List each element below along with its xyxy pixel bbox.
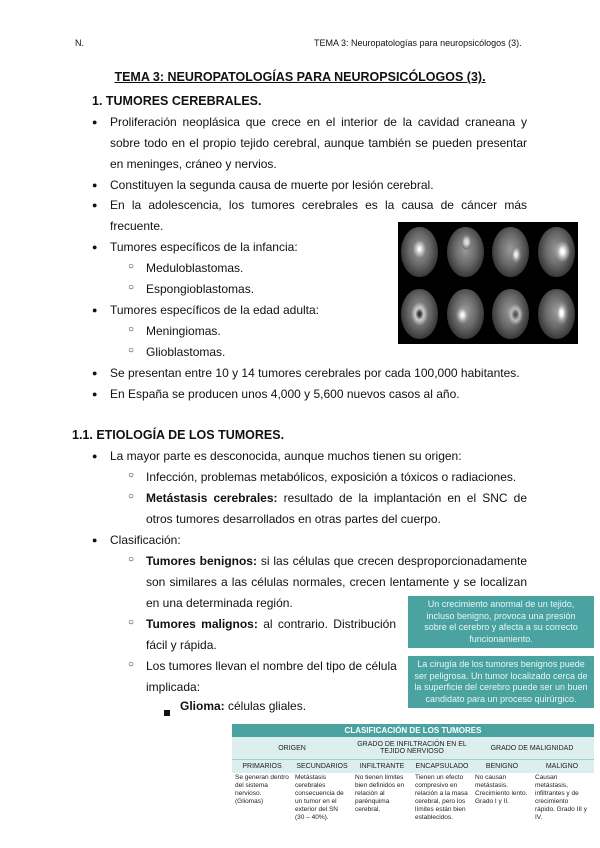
- mri-scan: [535, 222, 579, 282]
- bullet-icon: ●: [92, 535, 98, 545]
- table-group-header: ORIGEN: [278, 744, 306, 752]
- mri-scan: [489, 222, 533, 282]
- text-line: Tumores específicos de la infancia:: [110, 240, 298, 254]
- text-line: frecuente.: [110, 219, 164, 233]
- section-heading-1: 1. TUMORES CEREBRALES.: [92, 94, 262, 108]
- table-cell: Metástasis cerebrales consecuencia de un tumor en el exterior del SN (30 – 40%).: [295, 774, 344, 821]
- classification-table: [232, 724, 594, 823]
- text-span: células gliales.: [224, 699, 307, 713]
- circle-bullet-icon: ○: [128, 261, 135, 272]
- table-cell: No causan metástasis. Crecimiento lento. Grado I y II.: [475, 774, 528, 805]
- circle-bullet-icon: ○: [128, 470, 135, 481]
- mri-scan: [489, 284, 533, 344]
- circle-bullet-icon: ○: [128, 617, 135, 628]
- table-header-row: [232, 760, 594, 773]
- text-line: Tumores específicos de la edad adulta:: [110, 303, 320, 317]
- text-span: si las células que crecen desproporcionadamente: [256, 554, 527, 568]
- mri-scan: [444, 222, 488, 282]
- text-line: fácil y rápida.: [146, 638, 217, 652]
- table-col-header: PRIMARIOS: [242, 763, 282, 770]
- table-group-row: [232, 737, 594, 760]
- text-line: [180, 699, 306, 713]
- header-left: N.: [75, 38, 84, 48]
- circle-bullet-icon: ○: [128, 282, 135, 293]
- bullet-icon: ●: [92, 368, 98, 378]
- bullet-icon: ●: [92, 389, 98, 399]
- page-title: TEMA 3: NEUROPATOLOGÍAS PARA NEUROPSICÓLOGOS (3).: [114, 70, 486, 84]
- text-line: Espongioblastomas.: [146, 282, 255, 296]
- text-line: Se presentan entre 10 y 14 tumores cerebrales por cada 100,000 habitantes.: [110, 366, 520, 380]
- circle-bullet-icon: ○: [128, 324, 135, 335]
- bullet-icon: ●: [92, 200, 98, 210]
- text-line: otros tumores desarrollados en otras partes del cuerpo.: [146, 512, 441, 526]
- bullet-icon: ●: [92, 117, 98, 127]
- text-line: son similares a las células normales, crecen lentamente y se localizan: [146, 575, 527, 589]
- text-line: implicada:: [146, 680, 201, 694]
- mri-scan: [398, 284, 442, 344]
- bullet-icon: ●: [92, 180, 98, 190]
- circle-bullet-icon: ○: [128, 554, 135, 565]
- mri-scan: [398, 222, 442, 282]
- text-line: En la adolescencia, los tumores cerebrales es la causa de cáncer más: [110, 198, 527, 212]
- bullet-icon: ●: [92, 242, 98, 252]
- bold-term: Tumores malignos:: [146, 617, 258, 631]
- table-col-header: ENCAPSULADO: [415, 763, 469, 770]
- text-line: Glioblastomas.: [146, 345, 226, 359]
- bold-term: Glioma:: [180, 699, 225, 713]
- circle-bullet-icon: ○: [128, 659, 135, 670]
- mri-scans-image: [398, 222, 578, 344]
- text-line: [146, 617, 396, 631]
- text-line: sobre todo en el propio tejido cerebral, aunque también se pueden presentar: [110, 136, 527, 150]
- mri-scan: [535, 284, 579, 344]
- note-box: Un crecimiento anormal de un tejido, incluso benigno, provoca una presión sobre el cerebro y afecta a su correcto funcionamiento.: [408, 596, 594, 648]
- text-line: Infección, problemas metabólicos, exposición a tóxicos o radiaciones.: [146, 470, 517, 484]
- text-line: Meduloblastomas.: [146, 261, 244, 275]
- table-cell: Causan metástasis, infiltrantes y de crecimiento rápido. Grado III y IV.: [535, 774, 588, 821]
- text-line: [146, 491, 527, 505]
- bold-term: Metástasis cerebrales:: [146, 491, 278, 505]
- table-cell: No tienen límites bien definidos en relación al parénquima cerebral.: [355, 774, 405, 813]
- note-box: La cirugía de los tumores benignos puede ser peligrosa. Un tumor localizado cerca de la superficie del cerebro puede ser un buen candidato para un proceso quirúrgico.: [408, 656, 594, 708]
- table-col-header: BENIGNO: [485, 763, 519, 770]
- text-line: Constituyen la segunda causa de muerte por lesión cerebral.: [110, 178, 434, 192]
- text-line: En España se producen unos 4,000 y 5,600 nuevos casos al año.: [110, 387, 460, 401]
- text-line: [146, 554, 527, 568]
- text-line: Los tumores llevan el nombre del tipo de célula: [146, 659, 397, 673]
- table-row: [232, 773, 594, 823]
- text-line: Meningiomas.: [146, 324, 221, 338]
- table-group-header: GRADO DE MALIGNIDAD: [490, 744, 574, 752]
- text-span: resultado de la implantación en el SNC de: [277, 491, 527, 505]
- text-line: Clasificación:: [110, 533, 181, 547]
- text-line: Proliferación neoplásica que crece en el interior de la cavidad craneana y: [110, 115, 527, 129]
- circle-bullet-icon: ○: [128, 345, 135, 356]
- section-heading-2: 1.1. ETIOLOGÍA DE LOS TUMORES.: [72, 428, 285, 442]
- table-cell: Se generan dentro del sistema nervioso. (Gliomas): [235, 774, 289, 805]
- table-caption: CLASIFICACIÓN DE LOS TUMORES: [232, 724, 594, 737]
- text-line: en meninges, cráneo y nervios.: [110, 157, 277, 171]
- bold-term: Tumores benignos:: [146, 554, 257, 568]
- text-line: en una determinada región.: [146, 596, 293, 610]
- square-bullet-icon: [164, 703, 170, 721]
- text-line: La mayor parte es desconocida, aunque muchos tienen su origen:: [110, 449, 462, 463]
- circle-bullet-icon: ○: [128, 491, 135, 502]
- mri-scan: [444, 284, 488, 344]
- table-cell: Tienen un efecto compresivo en relación a la masa cerebral, pero los límites están bien establecidos.: [415, 774, 468, 821]
- text-span: al contrario. Distribución: [257, 617, 396, 631]
- header-right: TEMA 3: Neuropatologías para neuropsicólogos (3).: [314, 38, 522, 48]
- bullet-icon: ●: [92, 451, 98, 461]
- table-col-header: SECUNDARIOS: [296, 763, 348, 770]
- table-col-header: MALIGNO: [545, 763, 579, 770]
- bullet-icon: ●: [92, 305, 98, 315]
- table-col-header: INFILTRANTE: [359, 763, 405, 770]
- table-group-header: GRADO DE INFILTRACIÓN EN EL TEJIDO NERVIOSO: [357, 741, 467, 755]
